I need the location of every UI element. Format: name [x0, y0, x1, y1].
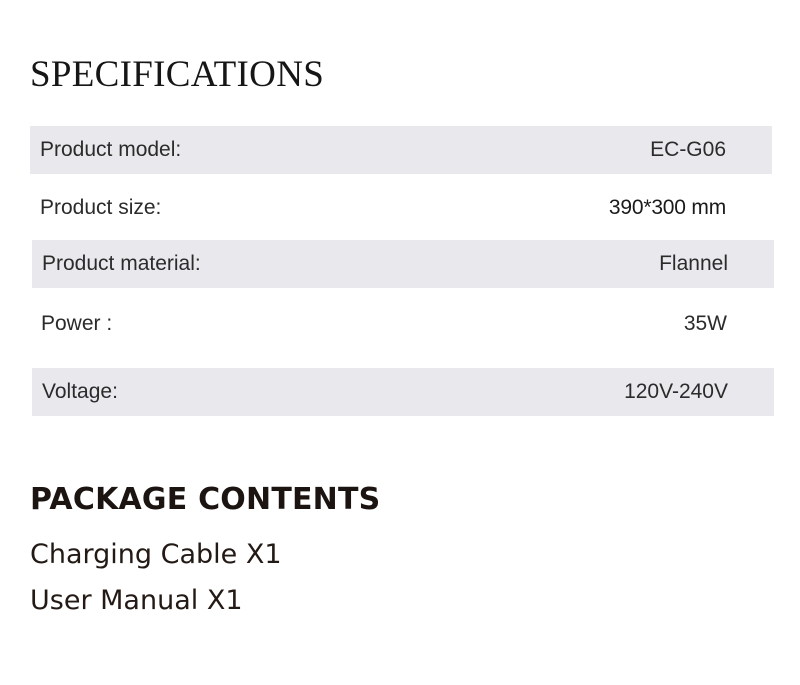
spec-value: 120V-240V: [624, 380, 728, 403]
spec-label: Voltage:: [42, 380, 118, 403]
spec-row-product-size: [30, 184, 772, 232]
spec-row-product-model: [30, 126, 772, 174]
package-contents-title: PACKAGE CONTENTS: [30, 482, 381, 517]
package-item: Charging Cable X1: [30, 539, 282, 570]
package-item: User Manual X1: [30, 585, 243, 616]
spec-value: EC-G06: [650, 138, 726, 161]
spec-label: Power :: [41, 312, 113, 335]
spec-label: Product material:: [42, 252, 201, 275]
spec-value: 35W: [683, 312, 727, 335]
spec-value: 390*300 mm: [608, 196, 726, 219]
spec-value: Flannel: [659, 252, 728, 275]
spec-label: Product model:: [40, 138, 182, 161]
spec-label: Product size:: [40, 196, 162, 219]
specifications-title: SPECIFICATIONS: [30, 54, 325, 95]
spec-row-product-material: [32, 240, 774, 288]
spec-row-voltage: [32, 368, 774, 416]
spec-row-power: [31, 300, 773, 348]
